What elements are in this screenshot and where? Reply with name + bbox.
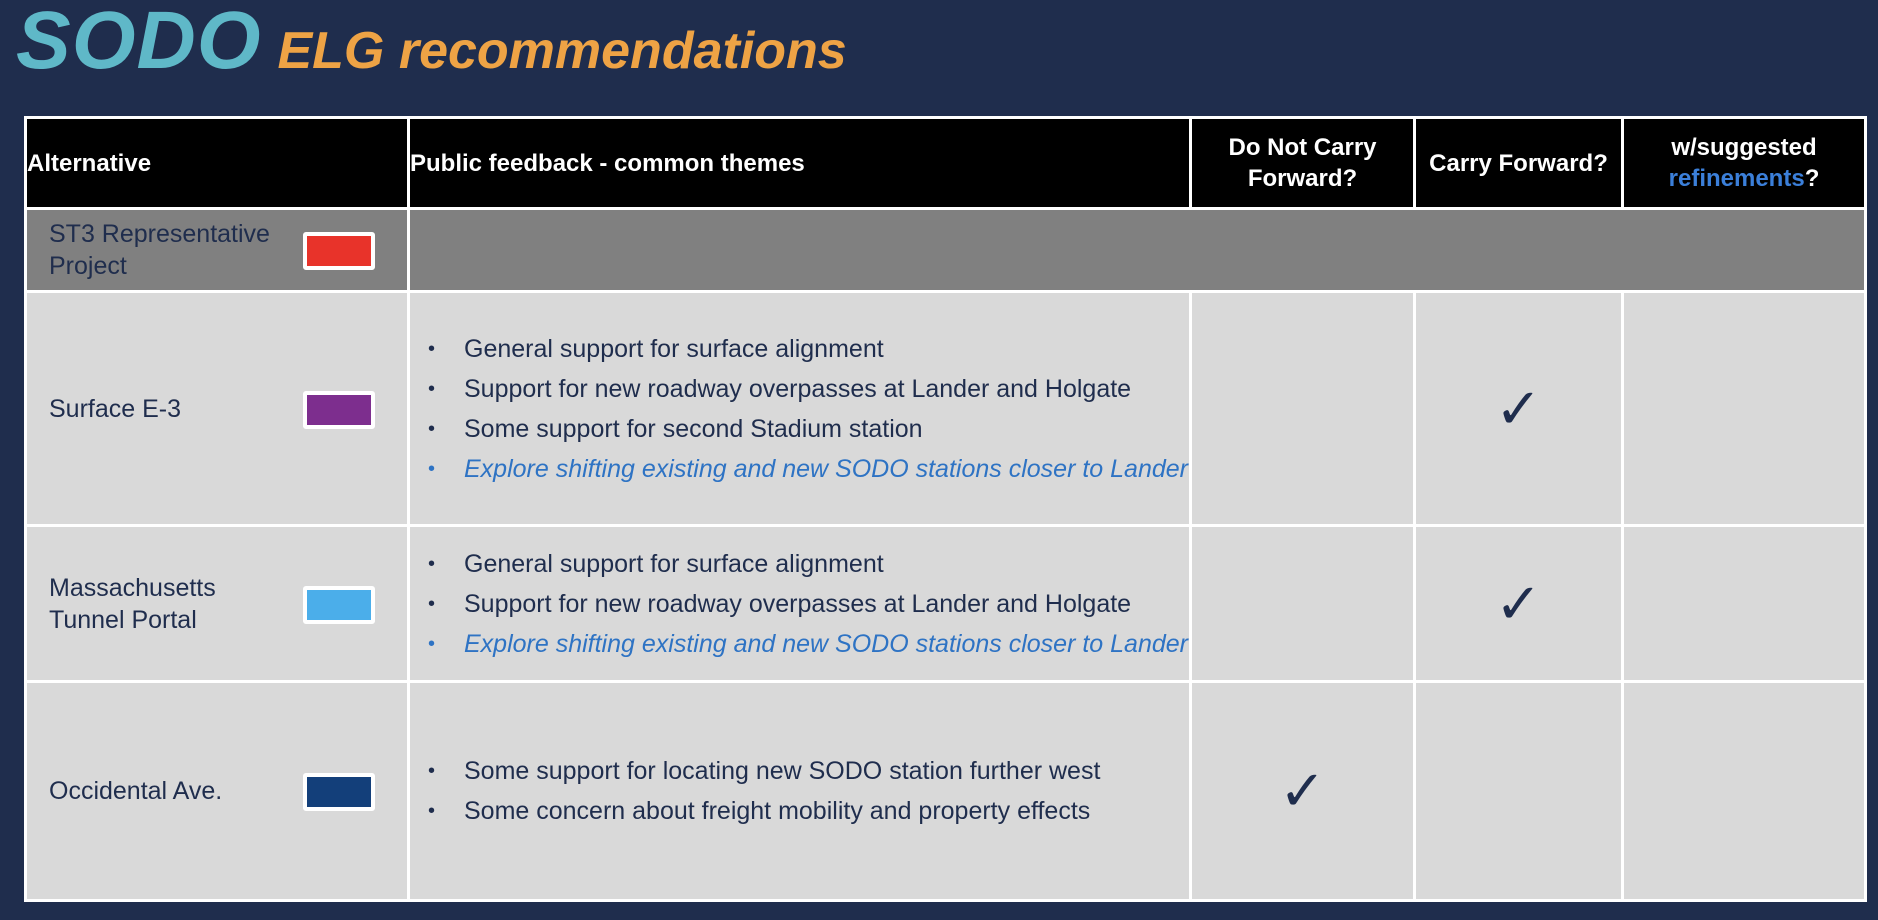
recommendations-table [24,116,1867,902]
alternative-cell [26,526,409,682]
title-rest: ELG recommendations [277,22,847,80]
theme-item: • Some support for second Stadium station [428,413,1189,445]
checkmark-icon: ✓ [1495,571,1542,635]
checkmark-icon: ✓ [1279,759,1326,822]
header-do-not-carry-line2: Forward? [1247,165,1358,192]
alternative-cell [26,209,409,292]
carry-forward-cell [1415,682,1623,901]
do-not-carry-cell [1191,292,1415,526]
theme-item: • Some concern about freight mobility and property effects [428,795,1189,827]
carry-forward-cell [1415,292,1623,526]
alternative-name-line2: Project [49,252,127,280]
table-row [26,526,1866,682]
alternative-name: Surface E-3 [49,394,182,423]
alternative-name-line1: Massachusetts [49,573,216,602]
alternative-cell [26,682,409,901]
header-carry-forward: Carry Forward? [1415,118,1623,209]
header-refinements [1623,118,1866,209]
feedback-cell [409,292,1191,526]
color-swatch [303,232,375,270]
page-title [16,0,847,88]
refinements-cell [1623,292,1866,526]
do-not-carry-cell [1191,526,1415,682]
feedback-cell [409,526,1191,682]
header-refinements-line1: w/suggested [1671,134,1817,161]
alternative-name-line2: Tunnel Portal [49,605,197,634]
alternative-cell [26,292,409,526]
color-swatch [303,586,375,624]
theme-item: • Some support for locating new SODO station further west [428,755,1189,787]
table-row [26,209,1866,292]
color-swatch [303,391,375,429]
do-not-carry-cell [1191,682,1415,901]
title-main: SODO [16,0,262,86]
refinements-cell [1623,526,1866,682]
theme-item: • Support for new roadway overpasses at Lander and Holgate [428,588,1189,620]
theme-item: • General support for surface alignment [428,333,1189,365]
table-row [26,682,1866,901]
empty-cell [409,209,1866,292]
header-alternative: Alternative [26,118,409,209]
alternative-name-line1: ST3 Representative [49,220,270,248]
header-feedback: Public feedback - common themes [409,118,1191,209]
header-refinements-word: refinements [1668,165,1805,192]
header-row [26,118,1866,209]
theme-item: • Support for new roadway overpasses at Lander and Holgate [428,373,1189,405]
checkmark-icon: ✓ [1495,376,1542,440]
header-refinements-mark: ? [1804,165,1820,192]
refinements-cell [1623,682,1866,901]
header-do-not-carry [1191,118,1415,209]
color-swatch [303,773,375,811]
header-do-not-carry-line1: Do Not Carry [1228,134,1377,161]
carry-forward-cell [1415,526,1623,682]
theme-item: • General support for surface alignment [428,548,1189,580]
alternative-name: Occidental Ave. [49,777,223,805]
refinement-item: • Explore shifting existing and new SODO stations closer to Lander [428,628,1189,660]
table-row [26,292,1866,526]
feedback-cell [409,682,1191,901]
refinement-item: • Explore shifting existing and new SODO stations closer to Lander [428,453,1189,485]
